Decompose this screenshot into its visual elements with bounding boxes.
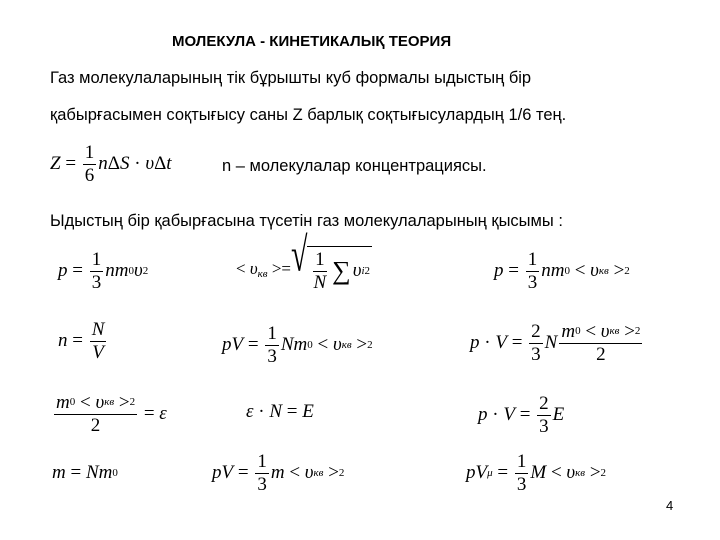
formula-pressure-2: p = $\frac{1}{3}$ nm 0 < υ кв > 2 <box>494 249 630 293</box>
paragraph-line-1: Газ молекулаларының тік бұрышты куб формалы ыдыстың бір <box>50 69 532 87</box>
paragraph-pressure: Ыдыстың бір қабырғасына түсетін газ молекулаларының қысымы : <box>50 212 563 230</box>
formula-pressure-1: p = $\frac{1}{3}$ nm 0 υ 2 <box>58 249 149 293</box>
paragraph-line-2: қабырғасымен соқтығысу саны Z барлық соқтығысулардың 1/6 тең. <box>50 106 567 124</box>
formula-mass: m = Nm 0 <box>52 462 118 483</box>
formula-pv-mass: pV = $\frac{1}{3}$ m < υ кв > 2 <box>212 451 345 495</box>
formula-pv-molar: pV μ = $\frac{1}{3}$ M < υ кв > 2 <box>466 451 607 495</box>
formula-concentration: n = $\frac{N}{V}$ <box>58 319 105 363</box>
formula-total-energy: ε · N = E <box>246 401 314 422</box>
concentration-note: n – молекулалар концентрациясы. <box>222 157 487 175</box>
formula-collision-count: Z = $\frac{1}{6}$ n Δ S · υ Δ t <box>50 142 172 186</box>
formula-kinetic-energy: m 0 < υ кв > 2 2 = ε <box>56 392 167 436</box>
page-number: 4 <box>666 498 674 513</box>
formula-rms-speed: < $\upsilon_{кв}$ >= √ $\frac{1}{N}$ ∑ υ i 2 <box>236 228 371 293</box>
page-title: МОЛЕКУЛА - КИНЕТИКАЛЫҚ ТЕОРИЯ <box>172 33 452 50</box>
formula-pv-1: pV = $\frac{1}{3}$ Nm 0 < υ кв > 2 <box>222 323 373 367</box>
formula-pv-2: p · V = $\frac{2}{3}$ N m 0 < υ кв > 2 2 <box>470 321 641 365</box>
formula-pv-energy: p · V = $\frac{2}{3}$ E <box>478 393 565 437</box>
